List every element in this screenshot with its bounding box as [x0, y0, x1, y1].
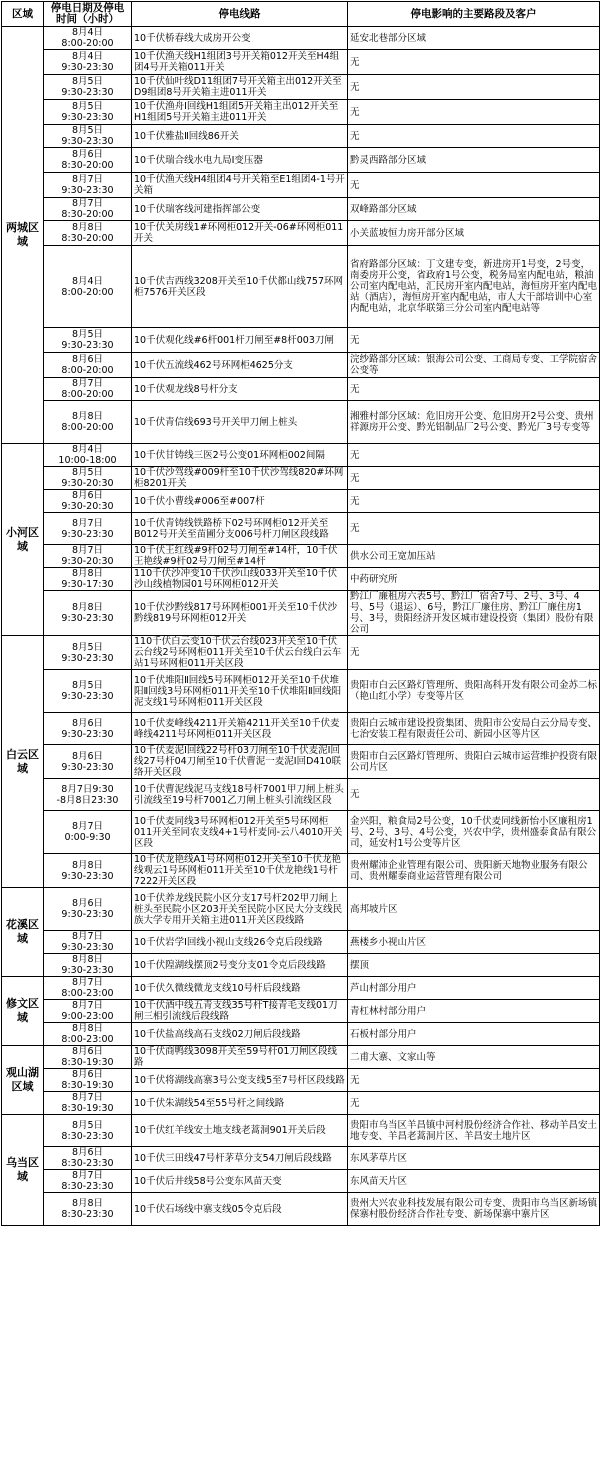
outage-date: 8月8日 [71, 568, 104, 579]
area-cell: 黔灵西路部分区域 [348, 148, 600, 173]
time-cell [44, 1000, 132, 1023]
outage-time: 9:30-23:30 [61, 613, 114, 624]
outage-time: 8:30-23:30 [61, 1181, 114, 1192]
outage-date: 8月6日 [71, 1046, 104, 1057]
outage-time: 9:30-23:30 [61, 965, 114, 976]
outage-date: 8月8日 [71, 411, 104, 422]
area-cell: 无 [348, 1069, 600, 1092]
time-cell [44, 670, 132, 713]
table-row [2, 328, 600, 353]
table-row [2, 125, 600, 148]
outage-date: 8月7日 [71, 821, 104, 832]
outage-date: 8月8日 [71, 602, 104, 613]
outage-date: 8月7日 [71, 931, 104, 942]
time-cell [44, 1046, 132, 1069]
outage-time: 9:30-23:30 [61, 761, 114, 773]
area-cell: 贵阳白云城市建设投资集团、贵阳市公安局白云分局专变、七治安装工程有限责任公司、新园小区等片区 [348, 713, 600, 745]
header-area: 停电影响的主要路段及客户 [348, 2, 600, 27]
line-cell: 10千伏隍湖线摆顶2号变分支01令克后段线路 [132, 954, 348, 977]
line-cell: 10千伏将湖线高寨3号公变支线5至7号杆区段线路 [132, 1069, 348, 1092]
outage-date: 8月6日 [71, 1147, 104, 1158]
time-cell [44, 1069, 132, 1092]
line-cell: 10千伏曹泥线泥马支线18号杆7001甲刀闸上桩头引流线至19号杆7001乙刀闸上桩头引流线区段 [132, 779, 348, 811]
outage-date: 8月7日 [71, 517, 104, 529]
outage-date: 8月4日 [71, 27, 104, 38]
table-row [2, 75, 600, 100]
area-cell: 小关蓝坡恒力房开部分区域 [348, 221, 600, 246]
outage-time: 9:30-23:30 [61, 909, 114, 920]
line-cell: 10千伏观化线#6杆001杆刀闸至#8杆003刀闸 [132, 328, 348, 353]
table-row [2, 1147, 600, 1170]
time-cell [44, 854, 132, 888]
region-cell: 观山湖区域 [2, 1046, 44, 1115]
line-cell: 10千伏小曹线#006至#007杆 [132, 490, 348, 513]
time-cell [44, 27, 132, 50]
line-cell: 10千伏沙黔线817号环网柜001开关至10千伏沙黔线819号环网柜012开关 [132, 591, 348, 636]
line-cell: 10千伏青信线693号开关甲刀闸上桩头 [132, 401, 348, 444]
line-cell: 10千伏渔舟Ⅰ回线H1组团5开关箱主出012开关至H1组团5号开关箱主进011开关 [132, 100, 348, 125]
outage-time: 9:30-23:30 [61, 340, 114, 351]
area-cell: 无 [348, 50, 600, 75]
outage-date: 8月7日 [71, 378, 104, 389]
header-row [2, 2, 600, 27]
outage-time: 9:30-23:30 [61, 691, 114, 702]
area-cell: 无 [348, 1092, 600, 1115]
time-cell [44, 401, 132, 444]
outage-time: 8:00-23:00 [61, 988, 114, 999]
region-cell: 小河区域 [2, 444, 44, 636]
area-cell: 双峰路部分区域 [348, 198, 600, 221]
outage-date: 8月8日 [71, 1198, 104, 1209]
line-cell: 10千伏商鸭线3098开关至59号杆01刀闸区段线路 [132, 1046, 348, 1069]
line-cell: 10千伏养龙线民院小区分支17号杆202甲刀闸上桩头至民院小区203开关至民院小区民大分支线民族大学专用开关箱主进011开关区段线路 [132, 888, 348, 931]
outage-time: 8:00-20:00 [61, 389, 114, 400]
table-row [2, 1023, 600, 1046]
outage-date: 8月6日 [71, 898, 104, 909]
outage-time: 8:30-20:00 [61, 233, 114, 244]
line-cell: 10千伏渔天线H4组团4号开关箱至E1组团4-1号开关箱 [132, 173, 348, 198]
outage-date: 8月4日 [71, 275, 104, 287]
line-cell: 10千伏青铸线铁路桥下02号环网柜012开关至B012号开关至苗圃分支006号杆刀闸区段线路 [132, 513, 348, 545]
outage-time: 9:30-23:30 [61, 942, 114, 953]
table-row [2, 591, 600, 636]
line-cell: 10千伏麦峰线4211开关箱4211开关至10千伏麦峰线4211号环网柜011开关区段 [132, 713, 348, 745]
outage-time: 8:00-20:00 [61, 422, 114, 433]
table-row [2, 545, 600, 568]
area-cell: 无 [348, 779, 600, 811]
region-cell: 白云区域 [2, 636, 44, 888]
outage-time: 10:00-18:00 [58, 455, 117, 466]
table-row [2, 1069, 600, 1092]
time-cell [44, 954, 132, 977]
line-cell: 10千伏桥春线大成房开公变 [132, 27, 348, 50]
line-cell: 10千伏朱湖线54至55号杆之间线路 [132, 1092, 348, 1115]
header-region: 区域 [2, 2, 44, 27]
outage-time: 8:30-19:30 [61, 1080, 114, 1091]
outage-time: 9:30-20:30 [61, 556, 114, 567]
outage-time: 8:30-19:30 [61, 1057, 114, 1068]
time-cell [44, 713, 132, 745]
table-row [2, 50, 600, 75]
table-row [2, 954, 600, 977]
time-cell [44, 100, 132, 125]
time-cell [44, 221, 132, 246]
line-cell: 10千伏龙艳线A1号环网柜012开关至10千伏龙艳线观云1号环网柜011开关至10千伏龙艳线1号杆7222开关区段 [132, 854, 348, 888]
outage-time: 9:30-23:30 [61, 136, 114, 147]
outage-time: 9:30-20:30 [61, 478, 114, 489]
time-cell [44, 1193, 132, 1226]
time-cell [44, 148, 132, 173]
table-row [2, 378, 600, 401]
table-row [2, 636, 600, 670]
area-cell: 贵阳市白云区路灯管理所、贵阳高科开发有限公司金苏二标（艳山红小学）专变等片区 [348, 670, 600, 713]
area-cell: 无 [348, 173, 600, 198]
table-row [2, 1193, 600, 1226]
time-cell [44, 1023, 132, 1046]
table-row [2, 246, 600, 328]
time-cell [44, 811, 132, 854]
outage-date: 8月5日 [71, 467, 104, 478]
time-cell [44, 50, 132, 75]
area-cell: 无 [348, 444, 600, 467]
time-cell [44, 1170, 132, 1193]
time-cell [44, 977, 132, 1000]
table-row [2, 811, 600, 854]
outage-date: 8月5日 [71, 125, 104, 136]
table-row [2, 100, 600, 125]
table-row [2, 854, 600, 888]
area-cell: 东风茅草片区 [348, 1147, 600, 1170]
outage-time: -8月8日23:30 [56, 794, 119, 806]
line-cell: 110千伏沙冲变10千伏沙山线033开关至10千伏沙山线植物园01号环网柜012开关 [132, 568, 348, 591]
table-row [2, 1115, 600, 1147]
outage-date: 8月6日 [71, 1069, 104, 1080]
line-cell: 10千伏盐高线高石支线02刀闸后段线路 [132, 1023, 348, 1046]
outage-date: 8月5日 [71, 680, 104, 691]
area-cell: 燕楼乡小视山片区 [348, 931, 600, 954]
time-cell [44, 467, 132, 490]
time-cell [44, 1115, 132, 1147]
line-cell: 10千伏甘铸线三医2号公变01环网柜002间隔 [132, 444, 348, 467]
outage-time: 8:00-20:00 [61, 365, 114, 376]
outage-time: 8:30-23:30 [61, 1209, 114, 1220]
outage-time: 8:30-20:00 [61, 209, 114, 220]
area-cell: 高邦坡片区 [348, 888, 600, 931]
region-cell: 花溪区域 [2, 888, 44, 977]
line-cell: 10千伏三田线47号杆茅草分支54刀闸后段线路 [132, 1147, 348, 1170]
outage-time: 8:00-20:00 [61, 286, 114, 298]
time-cell [44, 246, 132, 328]
area-cell: 省府路部分区域：丁文建专变，新进房开1号变，2号变，南委房开公变，省政府1号公变，税务局室内配电站，粮油公司室内配电站，汇民房开室内配电站，海恒房开室内配电站（酒店），海恒房开室内配电站，市人大干部培训中心室内配电站，北京华联第三分公司室内配电站等 [348, 246, 600, 328]
table-row [2, 670, 600, 713]
line-cell: 10千伏五流线462号环网柜4625分支 [132, 353, 348, 378]
outage-date: 8月7日 [71, 198, 104, 209]
table-row [2, 513, 600, 545]
line-cell: 10千伏瑞客线河建指挥部公变 [132, 198, 348, 221]
header-line: 停电线路 [132, 2, 348, 27]
time-cell [44, 779, 132, 811]
outage-date: 8月6日 [71, 149, 104, 160]
outage-time: 9:00-23:00 [61, 1011, 114, 1022]
area-cell: 贵阳市乌当区羊昌镇中河村股份经济合作社、移动羊昌安土地专变、羊昌老蒿洞片区、羊昌安土地片区 [348, 1115, 600, 1147]
area-cell: 无 [348, 467, 600, 490]
time-cell [44, 125, 132, 148]
outage-time: 9:30-23:30 [61, 528, 114, 540]
outage-date: 8月7日 [71, 1000, 104, 1011]
time-cell [44, 745, 132, 779]
table-row [2, 1170, 600, 1193]
table-row [2, 1092, 600, 1115]
outage-date: 8月7日9:30 [61, 783, 114, 795]
line-cell: 10千伏岩学Ⅰ回线小视山支线26令克后段线路 [132, 931, 348, 954]
time-cell [44, 545, 132, 568]
area-cell: 无 [348, 125, 600, 148]
area-cell: 无 [348, 378, 600, 401]
outage-time: 9:30-23:30 [61, 112, 114, 123]
region-cell: 修文区域 [2, 977, 44, 1046]
outage-date: 8月6日 [71, 354, 104, 365]
outage-time: 8:30-20:00 [61, 160, 114, 171]
outage-time: 8:00-23:00 [61, 1034, 114, 1045]
line-cell: 10千伏雅盐Ⅱ回线86开关 [132, 125, 348, 148]
outage-date: 8月8日 [71, 954, 104, 965]
outage-time: 8:30-19:30 [61, 1103, 114, 1114]
line-cell: 10千伏吉西线3208开关至10千伏都山线757环网柜7576开关区段 [132, 246, 348, 328]
time-cell [44, 353, 132, 378]
area-cell: 无 [348, 490, 600, 513]
outage-date: 8月6日 [71, 490, 104, 501]
area-cell: 湘雅村部分区域：危旧房开公变、危旧房开2号公变、贵州祥源房开公变、黔光铝制品厂2号公变、黔光厂3号专变等 [348, 401, 600, 444]
area-cell: 东风苗天片区 [348, 1170, 600, 1193]
line-cell: 10千伏沙驾线#009杆至10千伏沙驾线820#环网柜8201开关 [132, 467, 348, 490]
outage-date: 8月8日 [71, 1023, 104, 1034]
line-cell: 10千伏观龙线8号杆分支 [132, 378, 348, 401]
outage-date: 8月7日 [71, 1170, 104, 1181]
table-body [2, 27, 600, 1226]
outage-time: 9:30-23:30 [61, 87, 114, 98]
area-cell: 贵州大兴农业科技发展有限公司专变、贵阳市乌当区新场镇保寨村股份经济合作社专变、新场保寨中寨片区 [348, 1193, 600, 1226]
outage-date: 8月8日 [71, 859, 104, 871]
table-row [2, 467, 600, 490]
time-cell [44, 490, 132, 513]
area-cell: 金兴阳，粮食局2号公变，10千伏麦同线新怡小区廉租房1号、2号、3号、4号公变，兴农中学，贵州盛泰食品有限公司，延安村1号公变等片区 [348, 811, 600, 854]
line-cell: 10千伏王红线#9杆02号刀闸至#14杆，10千伏王艳线#9杆02号刀闸至#14杆 [132, 545, 348, 568]
time-cell [44, 636, 132, 670]
time-cell [44, 1092, 132, 1115]
region-cell: 两城区域 [2, 27, 44, 444]
line-cell: 10千伏仙叶线D11组团7号开关箱主出012开关至D9组团8号开关箱主进011开关 [132, 75, 348, 100]
table-row [2, 401, 600, 444]
area-cell: 贵阳市白云区路灯管理所、贵阳白云城市运营维护投资有限公司片区 [348, 745, 600, 779]
outage-time: 9:30-23:30 [61, 652, 114, 664]
table-row [2, 221, 600, 246]
area-cell: 无 [348, 100, 600, 125]
time-cell [44, 378, 132, 401]
table-row [2, 1000, 600, 1023]
line-cell: 110千伏白云变10千伏云台线023开关至10千伏云台线2号环网柜011开关至10千伏云台线白云车站1号环网柜011开关区段 [132, 636, 348, 670]
time-cell [44, 75, 132, 100]
area-cell: 无 [348, 513, 600, 545]
header-time: 停电日期及停电时间（小时） [44, 2, 132, 27]
area-cell: 黔江厂廉租房六表5号、黔江厂宿舍7号、2号、3号、4号、5号（退运）、6号，黔江厂廉住房、黔江厂廉住房1号、3号，贵阳经济开发区城市建设投资（集团）股份有限公司 [348, 591, 600, 636]
area-cell: 中药研究所 [348, 568, 600, 591]
outage-time: 0:00-9:30 [64, 832, 111, 843]
table-row [2, 977, 600, 1000]
table-row [2, 444, 600, 467]
line-cell: 10千伏麦泥Ⅰ回线22号杆03刀闸至10千伏麦泥Ⅰ回线27号杆04刀闸至10千伏曹泥一麦泥Ⅰ回D410联络开关区段 [132, 745, 348, 779]
time-cell [44, 591, 132, 636]
outage-date: 8月7日 [71, 174, 104, 185]
outage-date: 8月5日 [71, 1119, 104, 1131]
time-cell [44, 888, 132, 931]
outage-date: 8月7日 [71, 977, 104, 988]
line-cell: 10千伏堆阳Ⅱ回线5号环网柜012开关至10千伏堆阳Ⅱ回线3号环网柜011开关至10千伏堆阳Ⅱ回线阳泥支线1号环网柜011开关区段 [132, 670, 348, 713]
area-cell: 石板村部分用户 [348, 1023, 600, 1046]
outage-time: 8:00-20:00 [61, 38, 114, 49]
table-row [2, 745, 600, 779]
time-cell [44, 173, 132, 198]
line-cell: 10千伏关房线1#环网柜012开关-06#环网柜011开关 [132, 221, 348, 246]
time-cell [44, 198, 132, 221]
area-cell: 延安北巷部分区域 [348, 27, 600, 50]
table-row [2, 1046, 600, 1069]
area-cell: 供水公司王宽加压站 [348, 545, 600, 568]
area-cell: 无 [348, 75, 600, 100]
table-row [2, 568, 600, 591]
line-cell: 10千伏石场线中寨支线05令克后段 [132, 1193, 348, 1226]
area-cell: 无 [348, 636, 600, 670]
outage-date: 8月4日 [71, 444, 104, 455]
area-cell: 摆顶 [348, 954, 600, 977]
region-cell: 乌当区域 [2, 1115, 44, 1226]
outage-date: 8月5日 [71, 329, 104, 340]
area-cell: 青杠林村部分用户 [348, 1000, 600, 1023]
outage-date: 8月8日 [71, 222, 104, 233]
area-cell: 贵州耀沛企业管理有限公司、贵阳新天地物业服务有限公司、贵州耀泰商业运营管理有限公司 [348, 854, 600, 888]
outage-date: 8月5日 [71, 76, 104, 87]
line-cell: 10千伏酒中线五青支线35号杆T接青毛支线01刀闸三相引流线后段线路 [132, 1000, 348, 1023]
outage-date: 8月5日 [71, 641, 104, 653]
line-cell: 10千伏瑞合线水电九局Ⅰ变压器 [132, 148, 348, 173]
outage-time: 9:30-17:30 [61, 579, 114, 590]
outage-date: 8月6日 [71, 717, 104, 729]
table-row [2, 27, 600, 50]
table-row [2, 198, 600, 221]
area-cell: 二甫大寨、文家山等 [348, 1046, 600, 1069]
area-cell: 浣纱路部分区域：银海公司公变、工商局专变、工学院宿舍公变等 [348, 353, 600, 378]
table-row [2, 353, 600, 378]
outage-time: 9:30-23:30 [61, 728, 114, 740]
time-cell [44, 513, 132, 545]
table-row [2, 779, 600, 811]
outage-date: 8月4日 [71, 51, 104, 62]
table-row [2, 888, 600, 931]
line-cell: 10千伏后井线58号公变东风苗天变 [132, 1170, 348, 1193]
line-cell: 10千伏麦同线3号环网柜012开关至5号环网柜011开关至同农支线4+1号杆麦同-云八4010开关区段 [132, 811, 348, 854]
table-row [2, 173, 600, 198]
outage-date: 8月6日 [71, 750, 104, 762]
outage-time: 9:30-20:30 [61, 501, 114, 512]
outage-time: 9:30-23:30 [61, 185, 114, 196]
time-cell [44, 568, 132, 591]
outage-time: 8:30-23:30 [61, 1130, 114, 1142]
area-cell: 无 [348, 328, 600, 353]
time-cell [44, 328, 132, 353]
time-cell [44, 931, 132, 954]
outage-table [1, 1, 600, 1226]
outage-time: 9:30-23:30 [61, 870, 114, 882]
outage-date: 8月5日 [71, 101, 104, 112]
area-cell: 芦山村部分用户 [348, 977, 600, 1000]
line-cell: 10千伏久微线微龙支线10号杆后段线路 [132, 977, 348, 1000]
table-row [2, 148, 600, 173]
table-row [2, 490, 600, 513]
outage-time: 9:30-23:30 [61, 62, 114, 73]
table-row [2, 713, 600, 745]
outage-time: 8:30-23:30 [61, 1158, 114, 1169]
line-cell: 10千伏红羊线安土地支线老蒿洞901开关后段 [132, 1115, 348, 1147]
outage-date: 8月7日 [71, 1092, 104, 1103]
line-cell: 10千伏渔天线H1组团3号开关箱012开关至H4组团4号开关箱011开关 [132, 50, 348, 75]
outage-date: 8月7日 [71, 545, 104, 556]
time-cell [44, 1147, 132, 1170]
table-row [2, 931, 600, 954]
time-cell [44, 444, 132, 467]
